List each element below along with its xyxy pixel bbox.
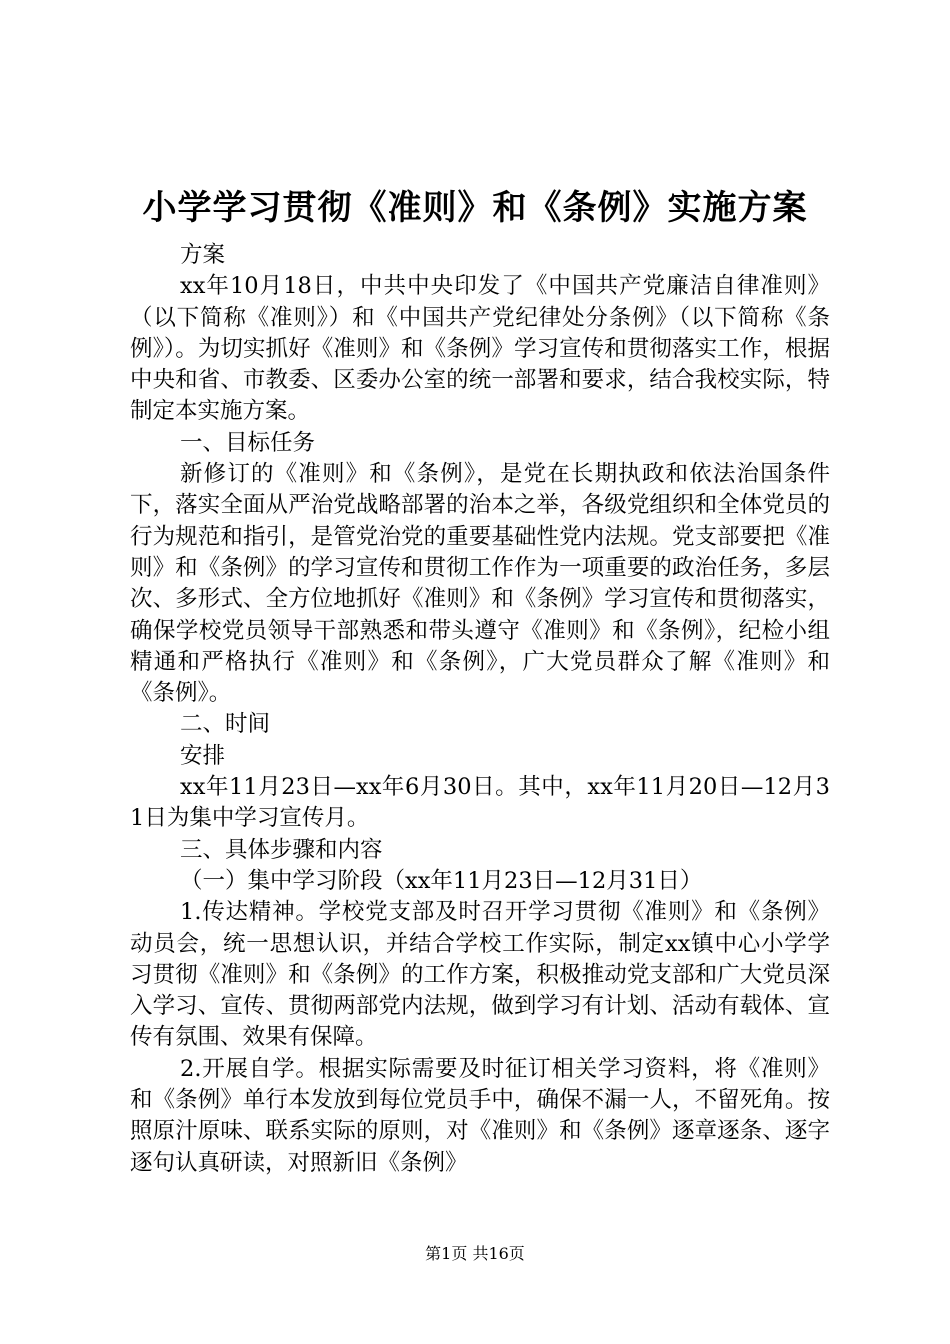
paragraph-heading-plan: 方案 — [180, 242, 226, 268]
subsection-heading-study: （一）集中学习阶段（xx年11月23日—12月31日） — [180, 867, 703, 894]
section-heading-goals: 一、目标任务 — [180, 429, 316, 456]
paragraph-time-range: xx年11月23日—xx年6月30日。其中，xx年11月20日—12月31日为集中学习宣传月。 — [130, 774, 830, 832]
document-title: 小学学习贯彻《准则》和《条例》实施方案 — [142, 188, 808, 228]
paragraph-step-1: 1.传达精神。学校党支部及时召开学习贯彻《准则》和《条例》动员会，统一思想认识，并结合学校工作实际，制定xx镇中心小学学习贯彻《准则》和《条例》的工作方案，积极推动党支部和广大党员深入学习、宣传、贯彻两部党内法规，做到学习有计划、活动有载体、宣传有氛围、效果有保障。 — [130, 899, 830, 1051]
section-heading-steps: 三、具体步骤和内容 — [180, 836, 383, 863]
paragraph-intro: xx年10月18日，中共中央印发了《中国共产党廉洁自律准则》（以下简称《准则》）和《中国共产党纪律处分条例》（以下简称《条例》）。为切实抓好《准则》和《条例》学习宣传和贯彻落实工作，根据中央和省、市教委、区委办公室的统一部署和要求，结合我校实际，特制定本实施方案。 — [130, 273, 830, 425]
document-body — [130, 240, 830, 1179]
paragraph-step-2: 2.开展自学。根据实际需要及时征订相关学习资料，将《准则》和《条例》单行本发放到每位党员手中，确保不漏一人，不留死角。按照原汁原味、联系实际的原则，对《准则》和《条例》逐章逐条、逐字逐句认真研读，对照新旧《条例》 — [130, 1055, 830, 1176]
section-heading-time: 二、时间 — [180, 711, 271, 738]
page-footer: 第1页 共16页 — [425, 1244, 525, 1263]
paragraph-arrangement: 安排 — [180, 742, 226, 769]
paragraph-goals: 新修订的《准则》和《条例》，是党在长期执政和依法治国条件下，落实全面从严治党战略部署的治本之举，各级党组织和全体党员的行为规范和指引，是管党治党的重要基础性党内法规。党支部要把《准则》和《条例》的学习宣传和贯彻工作作为一项重要的政治任务，多层次、多形式、全方位地抓好《准则》和《条例》学习宣传和贯彻落实，确保学校党员领导干部熟悉和带头遵守《准则》和《条例》，纪检小组精通和严格执行《准则》和《条例》，广大党员群众了解《准则》和《条例》。 — [130, 461, 830, 707]
